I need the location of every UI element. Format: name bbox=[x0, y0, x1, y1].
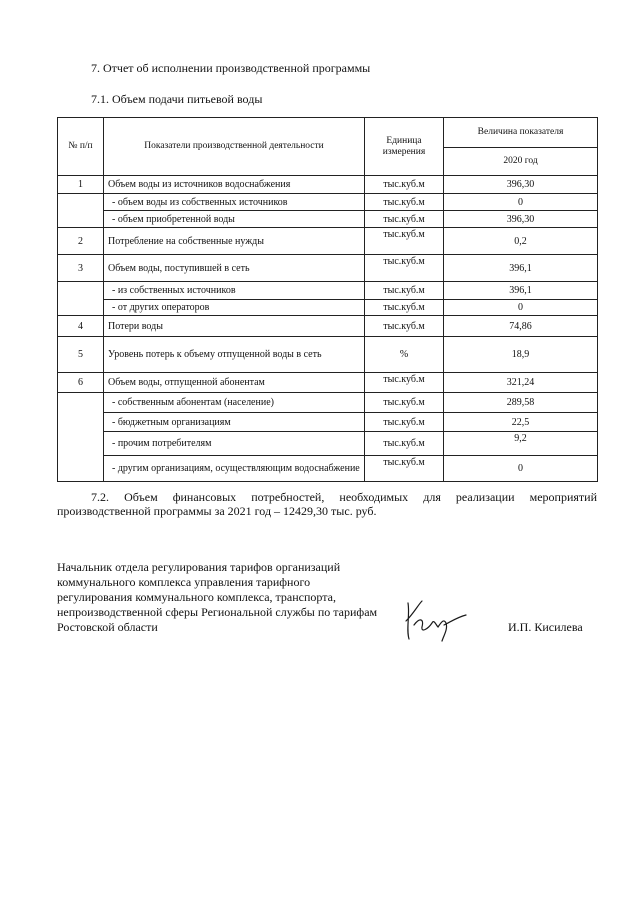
row-num: 3 bbox=[58, 255, 104, 282]
table-row bbox=[58, 282, 598, 300]
header-year: 2020 год bbox=[444, 148, 598, 176]
row-value: 396,1 bbox=[444, 255, 598, 282]
header-value-group: Величина показателя bbox=[444, 118, 598, 148]
row-unit: тыс.куб.м bbox=[365, 316, 444, 337]
row-unit: тыс.куб.м bbox=[365, 176, 444, 194]
row-unit: тыс.куб.м bbox=[365, 373, 444, 393]
row-label: - другим организациям, осуществляющим водоснабжение bbox=[104, 456, 365, 482]
row-label: - объем приобретенной воды bbox=[104, 211, 365, 228]
signatory-name: И.П. Кисилева bbox=[508, 620, 583, 634]
header-indicator: Показатели производственной деятельности bbox=[104, 118, 365, 176]
row-unit: тыс.куб.м bbox=[365, 413, 444, 432]
row-unit: тыс.куб.м bbox=[365, 211, 444, 228]
row-unit: тыс.куб.м bbox=[365, 456, 444, 482]
row-label: Объем воды, поступившей в сеть bbox=[104, 255, 365, 282]
table-row bbox=[58, 211, 598, 228]
row-num: 4 bbox=[58, 316, 104, 337]
row-value: 22,5 bbox=[444, 413, 598, 432]
row-unit: тыс.куб.м bbox=[365, 228, 444, 255]
row-value: 0 bbox=[444, 456, 598, 482]
row-label: - от других операторов bbox=[104, 300, 365, 316]
table-row bbox=[58, 176, 598, 194]
row-num: 6 bbox=[58, 373, 104, 393]
signatory-position: Начальник отдела регулирования тарифов организаций коммунального комплекса управления тарифного регулирования коммунального комплекса, транспорта, непроизводственной сферы Региональной службы по тарифам Ростовской области bbox=[57, 560, 378, 634]
table-row bbox=[58, 255, 598, 282]
row-label: Объем воды из источников водоснабжения bbox=[104, 176, 365, 194]
row-value: 74,86 bbox=[444, 316, 598, 337]
row-value: 0,2 bbox=[444, 228, 598, 255]
row-label: - объем воды из собственных источников bbox=[104, 194, 365, 211]
row-unit: тыс.куб.м bbox=[365, 282, 444, 300]
table-row bbox=[58, 194, 598, 211]
row-value: 9,2 bbox=[444, 432, 598, 456]
table-row bbox=[58, 337, 598, 373]
row-value: 0 bbox=[444, 300, 598, 316]
row-num: 1 bbox=[58, 176, 104, 194]
row-label: Уровень потерь к объему отпущенной воды в сеть bbox=[104, 337, 365, 373]
subsection-title: 7.1. Объем подачи питьевой воды bbox=[91, 92, 263, 106]
table-row bbox=[58, 316, 598, 337]
water-supply-table bbox=[57, 117, 598, 482]
row-value: 396,1 bbox=[444, 282, 598, 300]
table-row bbox=[58, 300, 598, 316]
row-value: 289,58 bbox=[444, 393, 598, 413]
section-title: 7. Отчет об исполнении производственной программы bbox=[91, 61, 371, 75]
row-unit: % bbox=[365, 337, 444, 373]
handwritten-signature bbox=[400, 595, 470, 645]
table-row bbox=[58, 413, 598, 432]
table-row bbox=[58, 373, 598, 393]
row-label: - бюджетным организациям bbox=[104, 413, 365, 432]
row-unit: тыс.куб.м bbox=[365, 255, 444, 282]
row-label: Потребление на собственные нужды bbox=[104, 228, 365, 255]
row-label: Потери воды bbox=[104, 316, 365, 337]
table-row bbox=[58, 432, 598, 456]
row-unit: тыс.куб.м bbox=[365, 194, 444, 211]
row-unit: тыс.куб.м bbox=[365, 300, 444, 316]
row-unit: тыс.куб.м bbox=[365, 432, 444, 456]
row-unit: тыс.куб.м bbox=[365, 393, 444, 413]
row-value: 0 bbox=[444, 194, 598, 211]
row-label: - собственным абонентам (население) bbox=[104, 393, 365, 413]
financial-needs-paragraph: 7.2. Объем финансовых потребностей, необходимых для реализации мероприятий производственной программы за 2021 год – 12429,30 тыс. руб. bbox=[57, 490, 597, 518]
table-row bbox=[58, 228, 598, 255]
row-num: 5 bbox=[58, 337, 104, 373]
row-value: 396,30 bbox=[444, 176, 598, 194]
row-value: 18,9 bbox=[444, 337, 598, 373]
row-label: Объем воды, отпущенной абонентам bbox=[104, 373, 365, 393]
row-num-empty bbox=[58, 282, 104, 316]
header-unit: Единица измерения bbox=[365, 118, 444, 176]
header-num: № п/п bbox=[58, 118, 104, 176]
table-row bbox=[58, 393, 598, 413]
row-value: 321,24 bbox=[444, 373, 598, 393]
row-num-empty bbox=[58, 194, 104, 228]
table-row bbox=[58, 456, 598, 482]
row-value: 396,30 bbox=[444, 211, 598, 228]
row-num-empty bbox=[58, 393, 104, 482]
row-label: - прочим потребителям bbox=[104, 432, 365, 456]
row-label: - из собственных источников bbox=[104, 282, 365, 300]
row-num: 2 bbox=[58, 228, 104, 255]
